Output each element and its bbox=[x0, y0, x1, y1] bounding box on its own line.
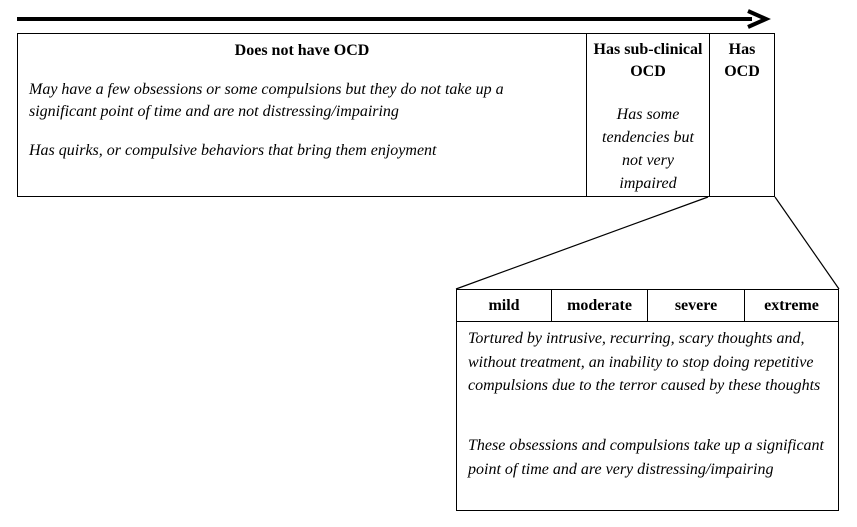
column-subclinical bbox=[587, 34, 710, 196]
severity-level-mild: mild bbox=[457, 290, 552, 321]
zoom-line-right bbox=[775, 197, 839, 289]
severity-table bbox=[456, 289, 839, 511]
no-ocd-description: May have a few obsessions or some compulsions but they do not take up a significant point of time and are not distressing/impairing bbox=[29, 81, 504, 120]
zoom-line-left bbox=[456, 197, 708, 289]
subclinical-description: Has some tendencies but not very impaired bbox=[602, 106, 694, 192]
severity-description-impairment: These obsessions and compulsions take up a significant point of time and are very distressing/impairing bbox=[468, 437, 824, 478]
no-ocd-heading: Does not have OCD bbox=[234, 42, 370, 59]
severity-levels-row bbox=[457, 290, 838, 322]
spectrum-arrow-head bbox=[748, 11, 766, 27]
severity-level-moderate: moderate bbox=[552, 290, 648, 321]
subclinical-heading: Has sub-clinical OCD bbox=[593, 41, 703, 80]
column-no-ocd bbox=[18, 34, 587, 196]
column-has-ocd bbox=[710, 34, 774, 196]
severity-level-extreme: extreme bbox=[764, 297, 819, 314]
no-ocd-quirks: Has quirks, or compulsive behaviors that bring them enjoyment bbox=[29, 142, 437, 159]
has-ocd-heading: Has OCD bbox=[724, 41, 760, 80]
severity-description-thoughts: Tortured by intrusive, recurring, scary thoughts and, without treatment, an inability to stop doing repetitive compulsions due to the terror caused by these thoughts bbox=[468, 330, 821, 394]
severity-level-severe: severe bbox=[648, 290, 745, 321]
spectrum-table bbox=[17, 33, 775, 197]
